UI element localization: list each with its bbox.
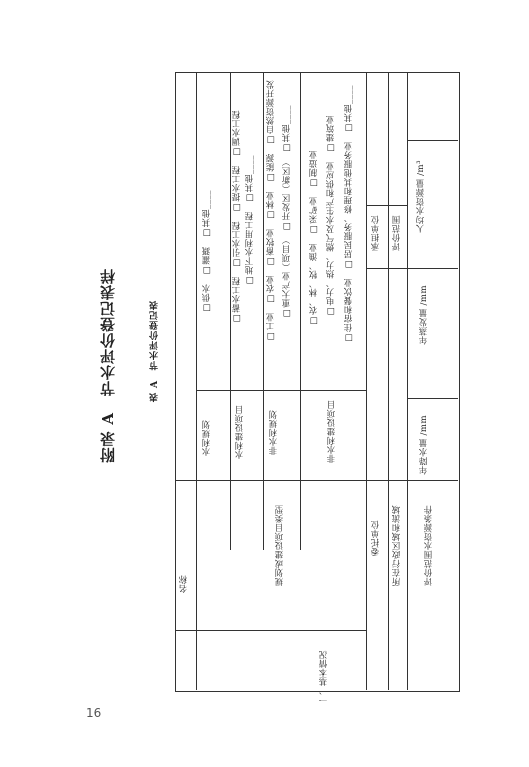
non-water-plan-options-2: □重大产业（项目） □开发区（新区） □其他____ — [282, 105, 292, 318]
non-water-project-options-2: □电力、热力、燃气及水生产和供应业 □建筑业 — [326, 115, 336, 316]
water-condition-label: 评价范围水资源条件 — [424, 505, 434, 586]
non-water-project-options-3: □住宿和餐饮业 □居民服务、修理和其他服务业 □其他____ — [344, 85, 354, 343]
water-project-options-1: □蓄水工程 □引水工程 □提水工程 □调水工程 — [232, 110, 242, 323]
appendix-title: 附录 A 节水评价登记表样 — [99, 268, 117, 463]
table-caption: 表 A 节水评价登记表 — [150, 300, 160, 403]
per-capita-label: 人均水资源量 /m³ — [416, 160, 426, 234]
water-project-label: 水利建设项目 — [235, 405, 245, 459]
region-label: 所在行政区域和流域 — [392, 505, 402, 586]
water-project-options-2: □地下水利用工程 □其他____ — [245, 155, 255, 285]
contractor-label: 承担单位 — [371, 215, 381, 251]
evap-label: 年蒸发量 /mm — [419, 285, 429, 345]
page-number: 16 — [86, 706, 102, 720]
water-plan-label: 水利规划 — [202, 420, 212, 456]
type-label: 规划或建设项目类型 — [275, 505, 285, 586]
name-label: 名称 — [179, 575, 189, 593]
client-label: 委托单位 — [371, 520, 381, 556]
water-plan-options: □供水 □灌溉 □其他____ — [202, 190, 212, 313]
section-label: 一、基本情况 — [319, 650, 329, 704]
non-water-project-options-1: □农、林、牧、渔业 □采矿业 □制造业 — [309, 150, 319, 326]
non-water-plan-label: 非水利规划 — [269, 410, 279, 455]
scope-label: 评价范围 — [392, 215, 402, 251]
non-water-plan-options-1: □工业 □农业 □畜牧业 □林业 □能源 □自然资源开发 — [266, 80, 276, 341]
non-water-project-label: 非水利建设项目 — [327, 400, 337, 463]
precip-label: 年降水量 /mm — [419, 415, 429, 475]
